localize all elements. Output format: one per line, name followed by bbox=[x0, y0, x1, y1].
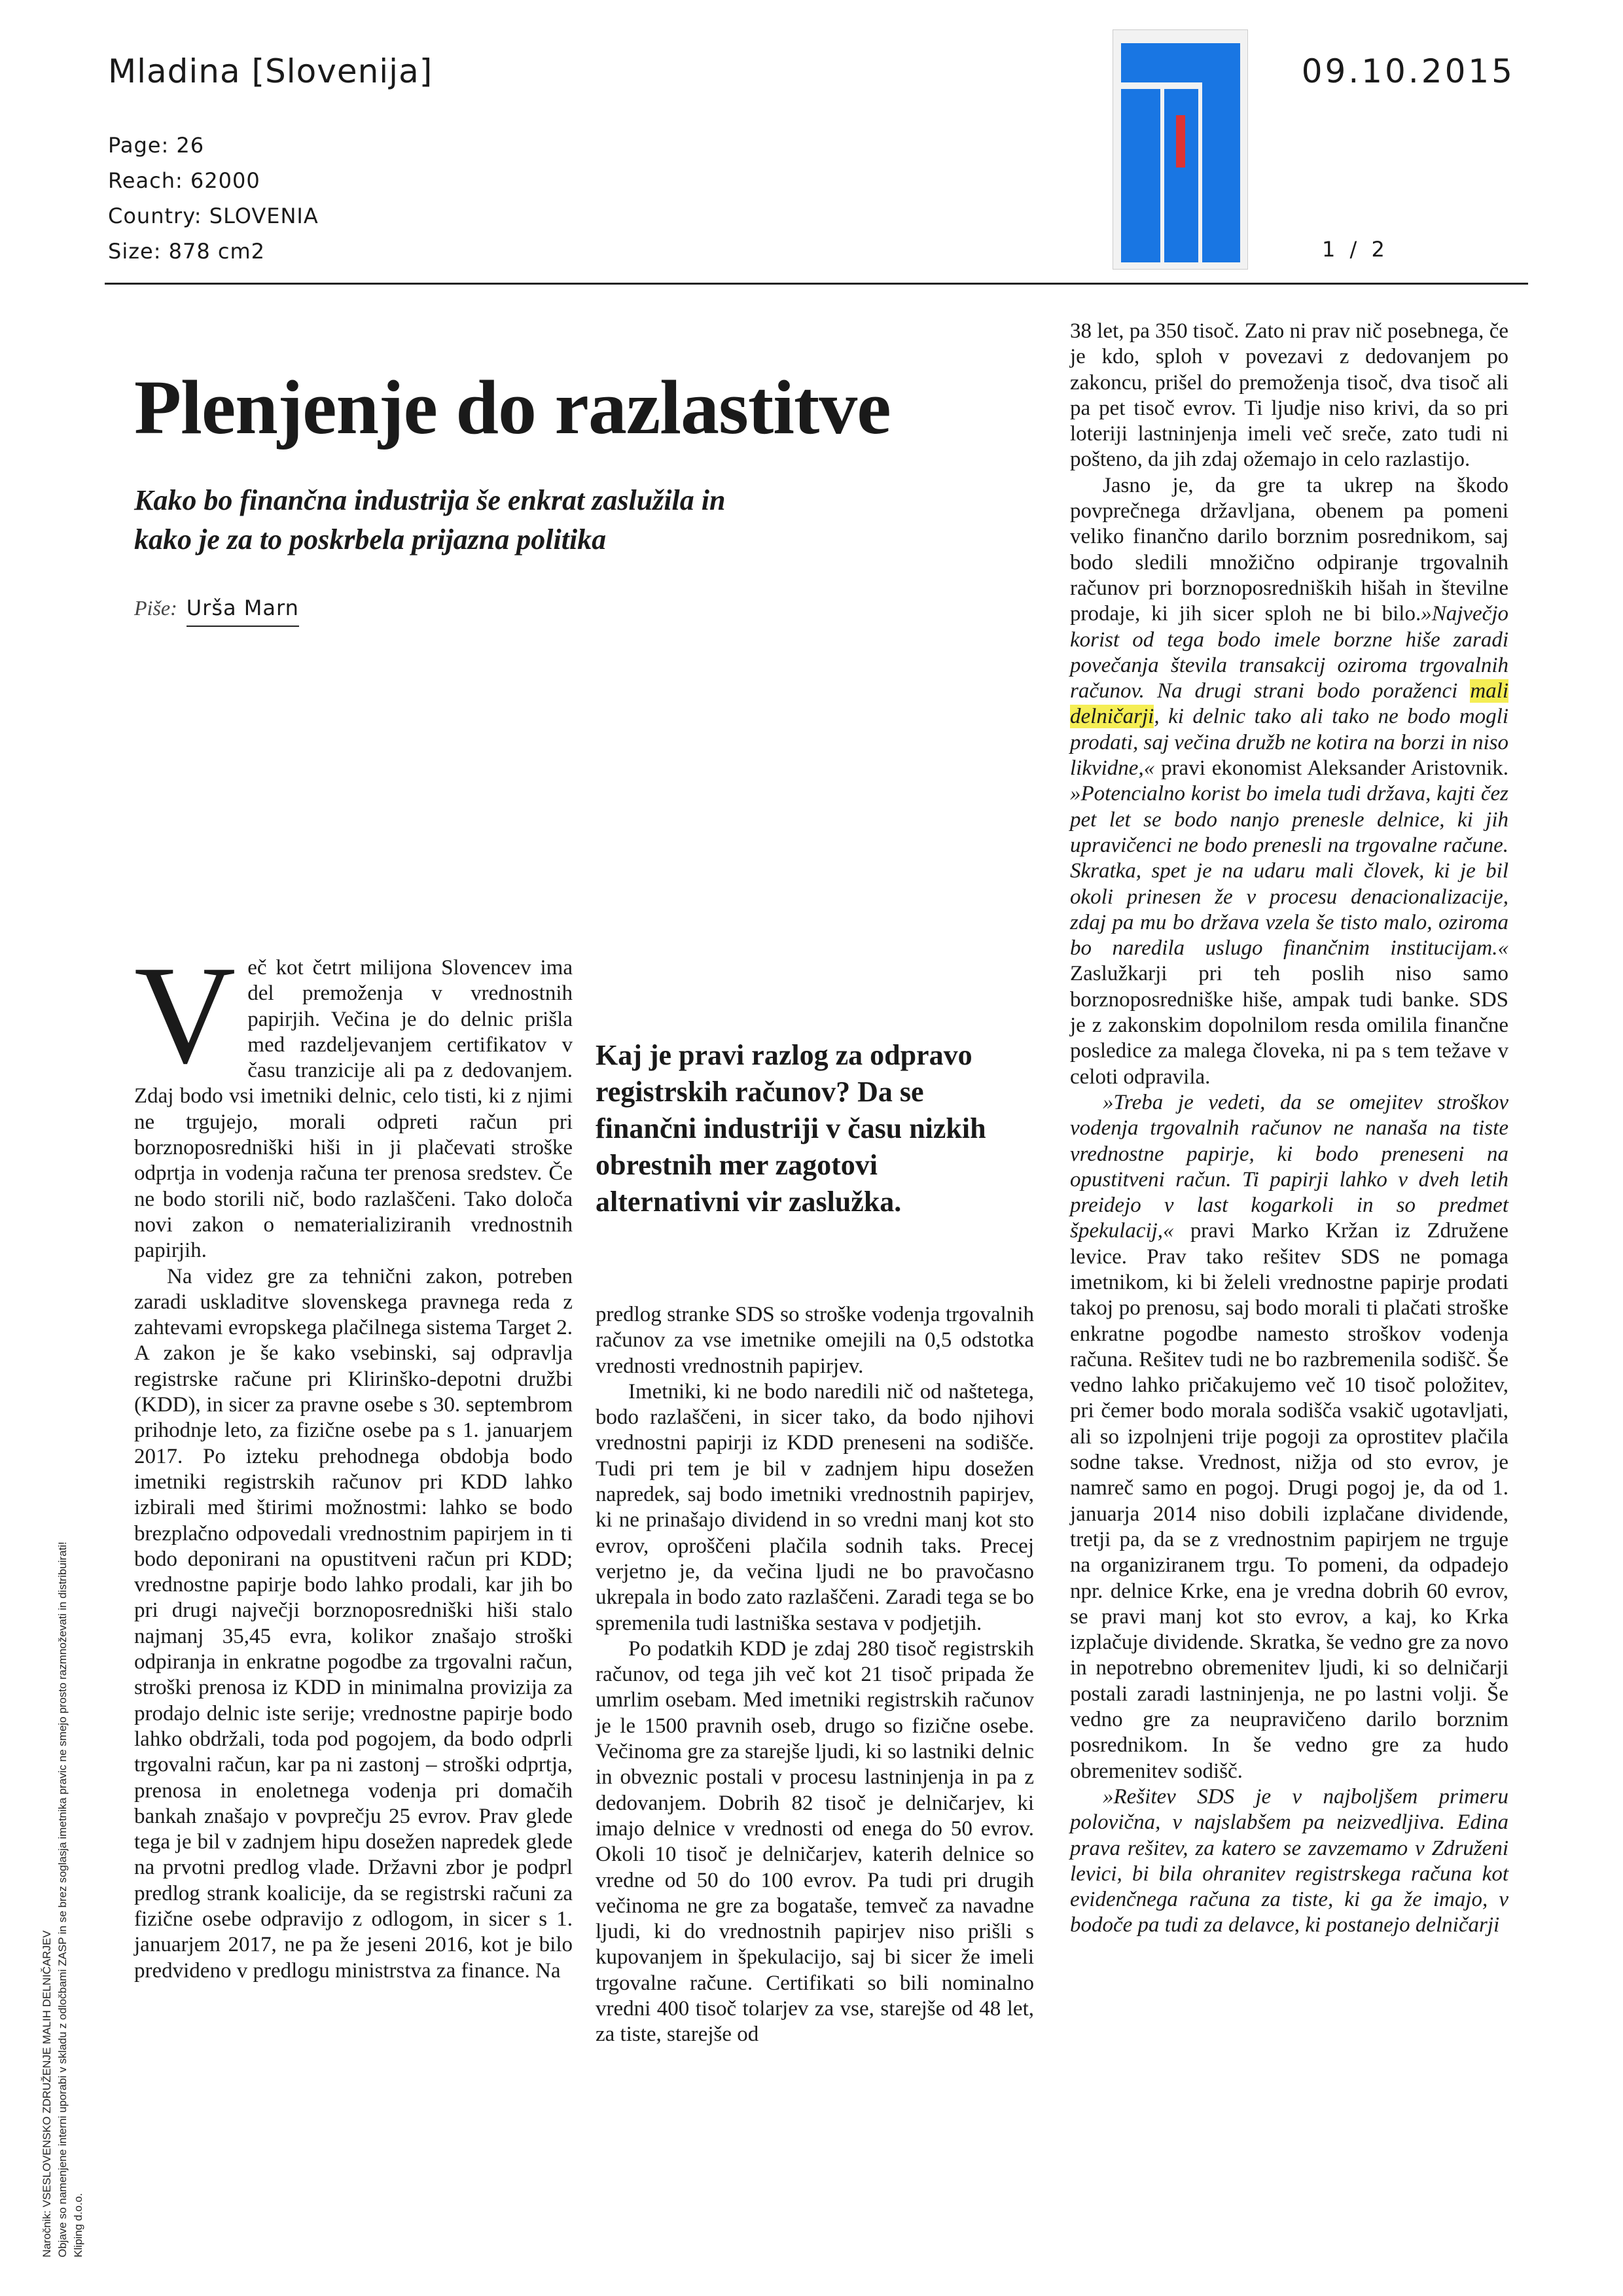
side-legal-note bbox=[39, 1276, 86, 2257]
country: Country: SLOVENIA bbox=[108, 203, 319, 228]
publication-date: 09.10.2015 bbox=[1301, 52, 1515, 90]
thumbnail-block bbox=[1121, 89, 1160, 262]
byline-label: Piše: bbox=[134, 596, 177, 620]
byline bbox=[134, 595, 299, 620]
highlighted-phrase: mali delničarji bbox=[1070, 679, 1508, 729]
drop-cap: V bbox=[134, 936, 236, 1093]
quote-text: »Največjo korist od tega bodo imele borzne hiše zaradi povečanja števila transakcij oziroma trgovalnih računov. Na drugi strani bodo poraženci bbox=[1070, 602, 1508, 703]
paragraph-text: Jasno je, da gre ta ukrep na škodo povprečnega državljana, obenem pa pomeni veliko finančno darilo borznim posrednikom, saj bodo sledili množično odpiranje trgovalnih računov pri borznoposredniških hišah in številne prodaje, ki jih sicer sploh ne bi bilo. bbox=[1070, 473, 1508, 626]
thumbnail-block bbox=[1202, 43, 1240, 262]
clipping-size: Size: 878 cm2 bbox=[108, 239, 266, 264]
paragraph-text: pravi Marko Kržan iz Združene levice. Prav tako rešitev SDS ne pomaga imetnikom, ki bi želeli vrednostne papirje prodati takoj po prenosu, saj bodo morali ti plačati stroške enkratne pogodbe namesto stroškov vodenja računa. Rešitev tudi ne bo razbremenila sodišč. Še vedno lahko pričakujemo več 10 tisoč položitev, pri čemer bodo morala sodišča vsakič ugotavljati, ali so izpolnjeni trije pogoji za oprostitev plačila sodne takse. Vrednost, nižja od sto evrov, je namreč samo en pogoj. Drugi pogoj je, da od 1. januarja 2014 niso dobili izplačane dividende, tretji pa, da se z vrednostnim papirjem ne trguje na organiziranem trgu. To pomeni, da odpadejo npr. delnice Krke, ena je vredna dobrih 60 evrov, se pravi manj kot sto evrov, a kaj, ko Krka izplačuje dividende. Skratka, še vedno gre za novo in nepotrebno obremenitev ljudi, ki so delničarji postali zaradi lastninjenja, ne po lastni volji. Še vedno gre za neupravičeno darilo borznim posrednikom. In še vedno gre za hudo obremenitev sodišč. bbox=[1070, 1219, 1508, 1783]
paragraph bbox=[1070, 473, 1508, 1090]
client-line: Naročnik: VSESLOVENSKO ZDRUŽENJE MALIH DELNIČARJEV bbox=[41, 1930, 53, 2257]
agency-line: Kliping d.o.o. bbox=[72, 2193, 84, 2257]
clipping-metadata bbox=[108, 128, 319, 269]
paragraph: 38 let, pa 350 tisoč. Zato ni prav nič posebnega, če je kdo, sploh v povezavi z dedovanjem po zakoncu, prišel do premoženja tisoč, dva tisoč ali pa pet tisoč evrov. Ti ljudje niso krivi, da so pri loteriji lastninjenja imeli več sreče, zato tudi ni pošteno, da jih zdaj ožemajo in celo razlastijo. bbox=[1070, 319, 1508, 472]
paragraph: Po podatkih KDD je zdaj 280 tisoč registrskih računov, od tega jih več kot 21 tisoč pripada že umrlim osebam. Med imetniki registrskih računov je le 1500 pravnih oseb, drugo so fizične osebe. Večinoma gre za starejše ljudi, ki so lastniki delnic in obveznic postali v procesu lastninjenja in pa z dedovanjem. Dobrih 82 tisoč je delničarjev, ki imajo delnice v vrednosti od enega do 50 evrov. Okoli 10 tisoč je delničarjev, katerih delnice so vredne od 50 do 100 evrov. Pa tudi pri drugih večinoma ne gre za bogataše, temveč za navadne ljudi, ki do vrednostnih papirjev niso prišli s kupovanjem in špekulacijo, saj bi sicer že imeli trgovalne račune. Certifikati so bili nominalno vredni 400 tisoč tolarjev za vse, starejše od 48 let, za tiste, starejše od bbox=[596, 1636, 1034, 2047]
article-column-1 bbox=[134, 936, 573, 1984]
page-counter: 1 / 2 bbox=[1322, 237, 1389, 262]
page-number: Page: 26 bbox=[108, 133, 205, 158]
thumbnail-marker bbox=[1176, 115, 1185, 168]
article-subtitle: Kako bo finančna industrija še enkrat zaslužila in kako je za to poskrbela prijazna politika bbox=[134, 484, 726, 556]
page-thumbnail bbox=[1113, 29, 1248, 270]
pull-quote: Kaj je pravi razlog za odpravo registrskih računov? Da se finančni industriji v času nizkih obrestnih mer zagotovi alternativni vir zaslužka. bbox=[596, 1039, 986, 1218]
article-column-2 bbox=[596, 1302, 1034, 2048]
reach: Reach: 62000 bbox=[108, 168, 260, 193]
author-name: Urša Marn bbox=[187, 595, 299, 627]
header-divider bbox=[105, 283, 1528, 285]
paragraph: predlog stranke SDS so stroške vodenja trgovalnih računov za vse imetnike omejili na 0,5 odstotka vrednosti vrednostnih papirjev. bbox=[596, 1303, 1034, 1378]
copyright-line: Objave so namenjene interni uporabi v skladu z odločbami ZASP in se brez soglasja imetnika pravic ne smejo prosto razmnoževati in distribuirati! bbox=[56, 1542, 69, 2257]
publication-name: Mladina [Slovenija] bbox=[108, 52, 433, 90]
paragraph: eč kot četrt milijona Slovencev ima del premoženja v vrednostnih papirjih. Večina je do delnic prišla med razdeljevanjem certifikatov v času tranzicije ali pa z dedovanjem. Zdaj bodo vsi imetniki delnic, celo tisti, ki z njimi ne trgujejo, morali odpreti račun pri borznoposredniški hiši in ji plačevati stroške odprtja in vodenja računa ter prenosa sredstev. Če ne bodo storili nič, bodo razlaščeni. Tako določa novi zakon o nematerializiranih vrednostnih papirjih. bbox=[134, 956, 573, 1263]
paragraph-text: pravi ekonomist Aleksander Aristovnik. bbox=[1154, 756, 1508, 781]
paragraph-text: Zaslužkarji pri teh poslih niso samo borznoposredniške hiše, ampak tudi banke. SDS je z zakonskim dopolnilom resda omilila finančne posledice za malega človeka, ni pa s tem težave v celoti odpravila. bbox=[1070, 962, 1508, 1089]
article-column-3 bbox=[1070, 319, 1508, 1939]
quote-text: »Treba je vedeti, da se omejitev stroškov vodenja trgovalnih računov ne nanaša na tiste vrednostne papirje, ki bodo preneseni na opustitveni račun. Ti papirji lahko v dveh letih preidejo v last kogarkoli in so predmet špekulacij,« bbox=[1070, 1090, 1508, 1243]
paragraph: Imetniki, ki ne bodo naredili nič od naštetega, bodo razlaščeni, in sicer tako, da bodo njihovi vrednostni papirji iz KDD preneseni na sodišče. Tudi pri tem je bil v zadnjem hipu dosežen napredek, saj bodo imetniki vrednostnih papirjev, ki ne prinašajo dividend in so vredni manj kot sto evrov, oproščeni plačila sodnih taks. Precej verjetno je, da večina ljudi ne bo pravočasno ukrepala in bodo zato razlaščeni. Zaradi tega se bo spremenila tudi lastniška sestava v podjetjih. bbox=[596, 1379, 1034, 1635]
paragraph: Na videz gre za tehnični zakon, potreben zaradi uskladitve slovenskega pravnega reda z zahtevami evropskega plačilnega sistema Target 2. A zakon je še kako vsebinski, saj odpravlja registrske račune pri Klirinško-depotni družbi (KDD), in sicer za pravne osebe s 30. septembrom prihodnje leto, za fizične osebe pa s 1. januarjem 2017. Po izteku prehodnega obdobja bodo imetniki registrskih računov pri KDD lahko izbirali med štirimi možnostmi: lahko se bodo brezplačno odpovedali vrednostnim papirjem in ti bodo deponirani na opustitveni račun pri KDD; vrednostne papirje bodo lahko prodali, kar jih bo pri drugi največji borznoposredniški hiši stalo najmanj 35,45 evra, kolikor znašajo stroški odpiranja in enkratne pogodbe za trgovalni račun, stroški prenosa iz KDD in minimalna provizija za prodajo delnic iste serije; vrednostne papirje bodo lahko obdržali, toda pod pogojem, da bodo odprli trgovalni račun, kar pa ni zastonj – stroški odprtja, prenosa in enoletnega vodenja pri domačih bankah znašajo v povprečju 25 evrov. Prav glede tega je bil v zadnjem hipu dosežen napredek glede na prvotni predlog vlade. Državni zbor je podprl predlog strank koalicije, da se registrski računi za fizične osebe odpravijo z odlogom, in sicer s 1. januarjem 2017, ne pa že jeseni 2016, kot je bilo predvideno v predlogu ministrstva za finance. Na bbox=[134, 1264, 573, 1983]
quote-text: »Potencialno korist bo imela tudi država, kajti čez pet let se bodo nanjo prenesle delnice, ki jih upravičenci ne bodo prenesli na trgovalne račune. Skratka, spet je na udaru mali človek, ki je bil okoli prinesen že v procesu denacionalizacije, zdaj pa mu bo država vzela še tisto malo, oziroma bo naredila uslugo finančnim institucijam.« bbox=[1070, 782, 1508, 961]
article-title: Plenjenje do razlastitve bbox=[134, 364, 891, 450]
quote-text: , ki delnic tako ali tako ne bodo mogli prodati, saj večina družb ne kotira na borzi in niso likvidne,« bbox=[1070, 705, 1508, 781]
paragraph bbox=[1070, 1090, 1508, 1784]
paragraph: »Rešitev SDS je v najboljšem primeru polovična, v najslabšem pa neizvedljiva. Edina prava rešitev, za katero se zavzemamo v Združeni levici, bi bila ohranitev registrskega računa kot evidenčnega računa za tiste, ki ga že imajo, v bodoče pa tudi za delavce, ki postanejo delničarji bbox=[1070, 1784, 1508, 1937]
